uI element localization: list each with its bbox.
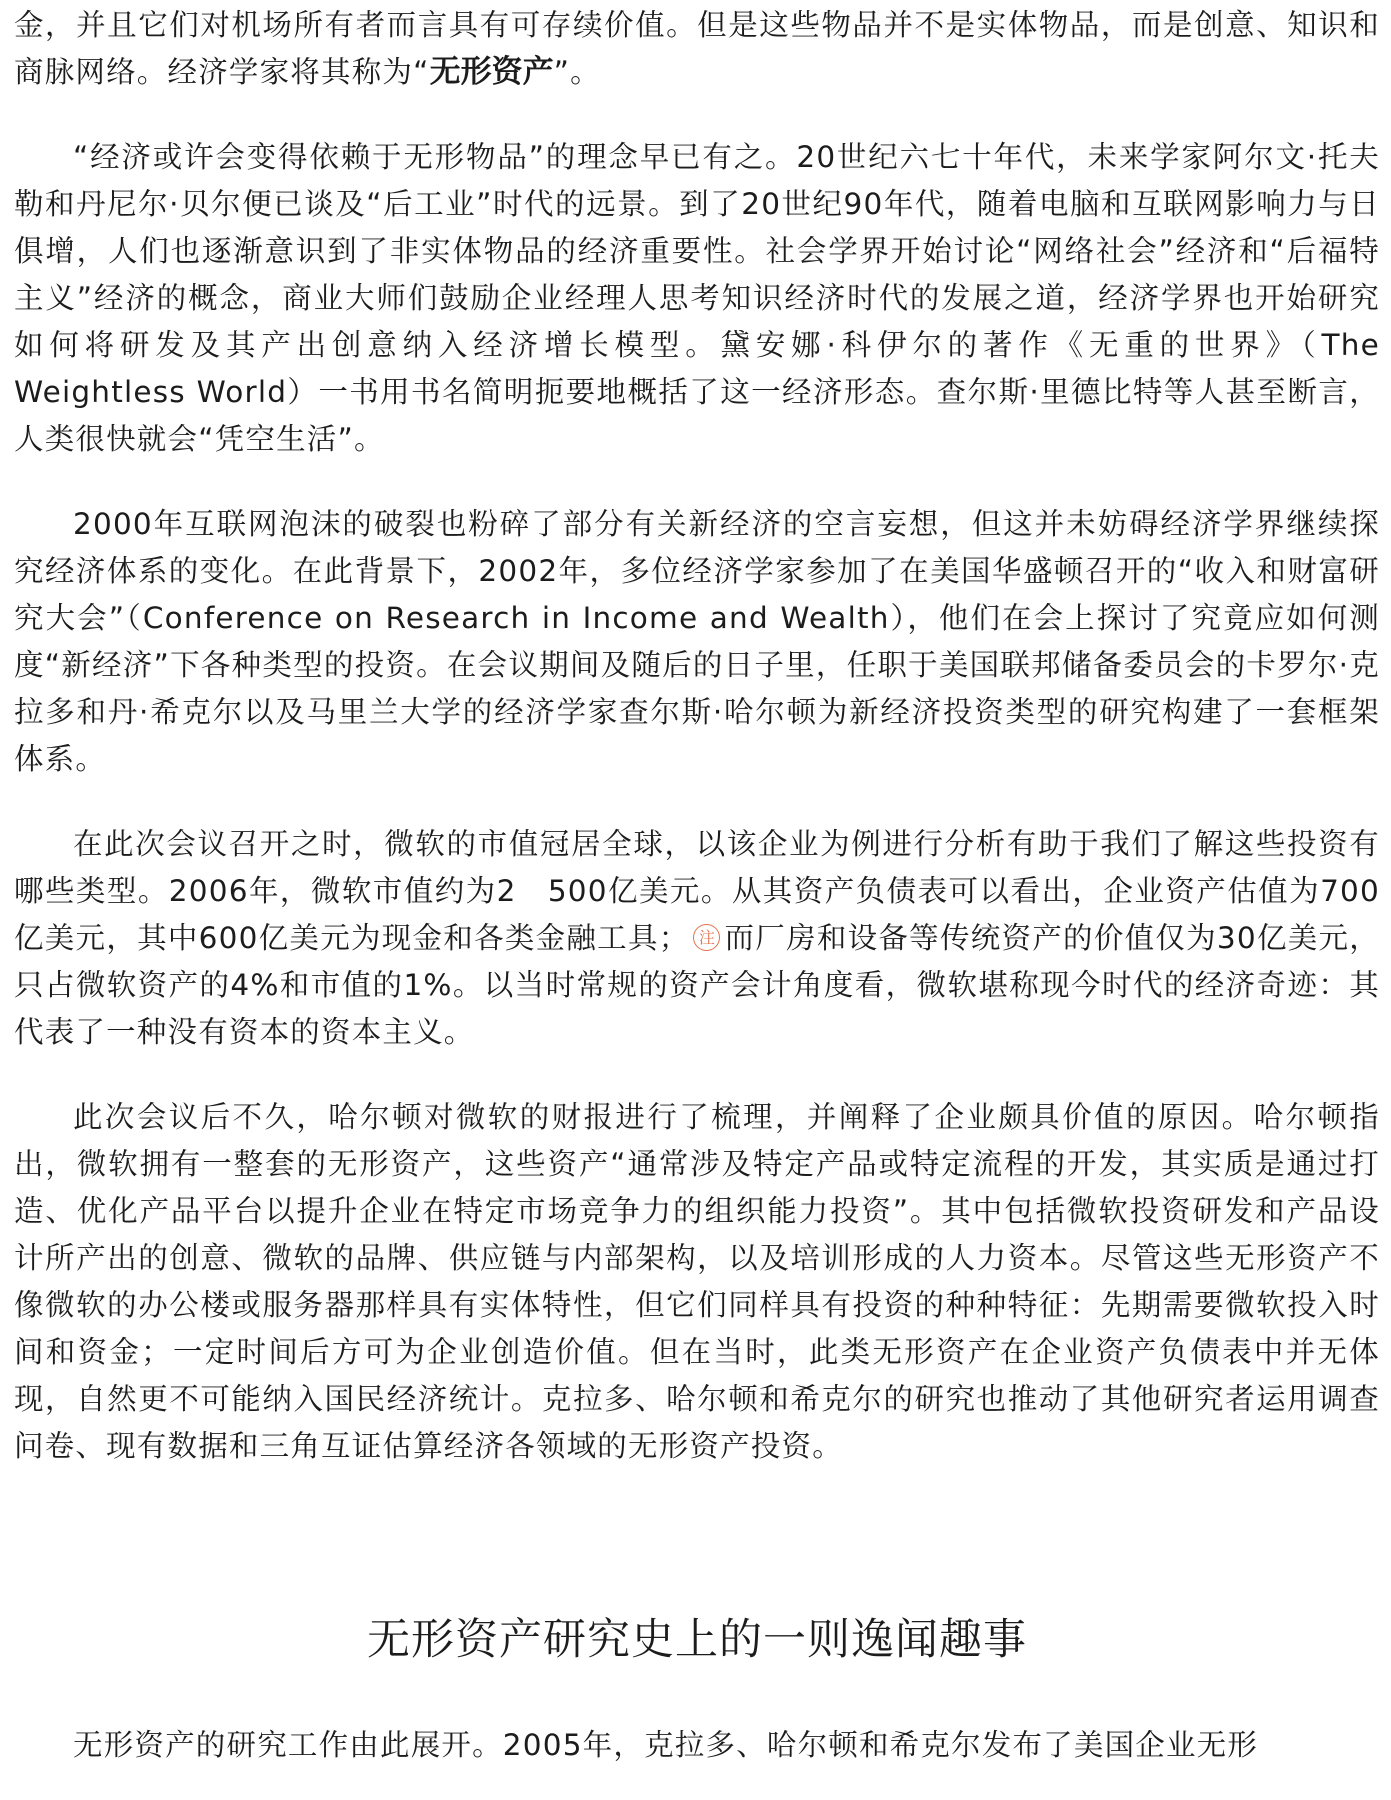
paragraph-microsoft [14,821,1380,1056]
paragraph-history: “经济或许会变得依赖于无形物品”的理念早已有之。20世纪六七十年代，未来学家阿尔文·托夫勒和丹尼尔·贝尔便已谈及“后工业”时代的远景。到了20世纪90年代，随着电脑和互联网影响力与日俱增，人们也逐渐意识到了非实体物品的经济重要性。社会学界开始讨论“网络社会”经济和“后福特主义”经济的概念，商业大师们鼓励企业经理人思考知识经济时代的发展之道，经济学界也开始研究如何将研发及其产出创意纳入经济增长模型。黛安娜·科伊尔的著作《无重的世界》（The Weightless World）一书用书名简明扼要地概括了这一经济形态。查尔斯·里德比特等人甚至断言，人类很快就会“凭空生活”。 [14,140,1380,456]
intro-paragraph [14,2,1380,96]
paragraph-conference: 2000年互联网泡沫的破裂也粉碎了部分有关新经济的空言妄想，但这并未妨碍经济学界继续探究经济体系的变化。在此背景下，2002年，多位经济学家参加了在美国华盛顿召开的“收入和财富研究大会”（Conference on Research in Income and Wealth），他们在会上探讨了究竟应如何测度“新经济”下各种类型的投资。在会议期间及随后的日子里，任职于美国联邦储备委员会的卡罗尔·克拉多和丹·希克尔以及马里兰大学的经济学家查尔斯·哈尔顿为新经济投资类型的研究构建了一套框架体系。 [14,507,1380,776]
paragraph-hulten-analysis: 此次会议后不久，哈尔顿对微软的财报进行了梳理，并阐释了企业颇具价值的原因。哈尔顿指出，微软拥有一整套的无形资产，这些资产“通常涉及特定产品或特定流程的开发，其实质是通过打造、优化产品平台以提升企业在特定市场竞争力的组织能力投资”。其中包括微软投资研发和产品设计所产出的创意、微软的品牌、供应链与内部架构，以及培训形成的人力资本。尽管这些无形资产不像微软的办公楼或服务器那样具有实体特性，但它们同样具有投资的种种特征：先期需要微软投入时间和资金；一定时间后方可为企业创造价值。但在当时，此类无形资产在企业资产负债表中并无体现，自然更不可能纳入国民经济统计。克拉多、哈尔顿和希克尔的研究也推动了其他研究者运用调查问卷、现有数据和三角互证估算经济各领域的无形资产投资。 [14,1100,1380,1463]
section-heading: 无形资产研究史上的一则逸闻趣事 [367,1615,1027,1665]
paragraph-research-begins: 无形资产的研究工作由此展开。2005年，克拉多、哈尔顿和希克尔发布了美国企业无形 [73,1728,1259,1762]
document-page [14,2,1380,1762]
intro-tail-text: ”。 [553,55,601,89]
footnote-note-icon[interactable]: 注 [693,924,720,951]
key-term-intangible-assets: 无形资产 [429,54,554,90]
microsoft-text-after-note: 而厂房和设备等传统资产的价值仅为30亿美元，只占微软资产的4%和市值的1%。以当时常规的资产会计角度看，微软堪称现今时代的经济奇迹：其代表了一种没有资本的资本主义。 [14,921,1380,1049]
microsoft-text-before-note: 在此次会议召开之时，微软的市值冠居全球，以该企业为例进行分析有助于我们了解这些投资有哪些类型。2006年，微软市值约为2 500亿美元。从其资产负债表可以看出，企业资产估值为700亿美元，其中600亿美元为现金和各类金融工具； [14,827,1380,955]
intro-lead-text: 金，并且它们对机场所有者而言具有可存续价值。但是这些物品并不是实体物品，而是创意、知识和商脉网络。经济学家将其称为“ [14,8,1380,89]
